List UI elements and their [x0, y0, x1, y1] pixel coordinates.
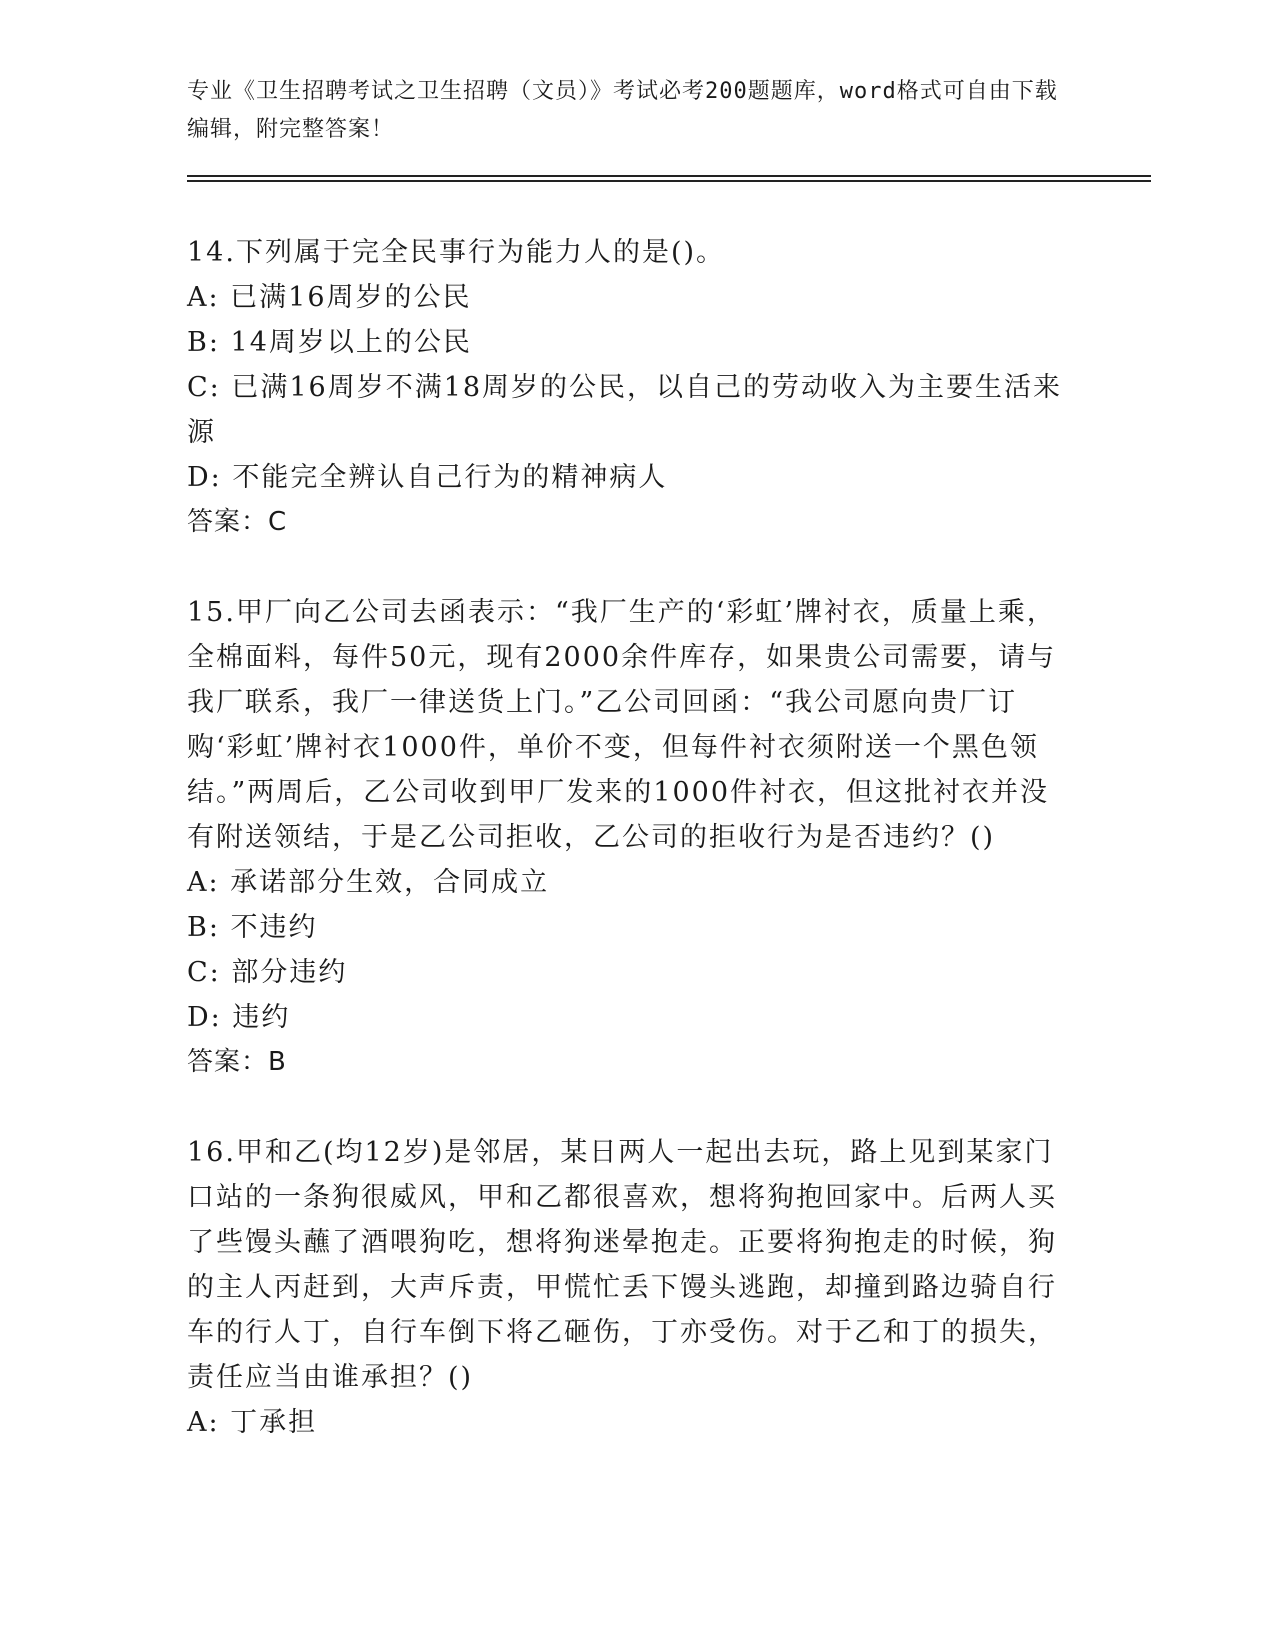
answer-label: 答案：B — [187, 1047, 287, 1077]
question-16 — [187, 1130, 1067, 1445]
question-text: 15.甲厂向乙公司去函表示：“我厂生产的‘彩虹’牌衬衣，质量上乘，全棉面料，每件50元，现有2000余件库存，如果贵公司需要，请与我厂联系，我厂一律送货上门。”乙公司回函：“我公司愿向贵厂订购‘彩虹’牌衬衣1000件，单价不变，但每件衬衣须附送一个黑色领结。”两周后，乙公司收到甲厂发来的1000件衬衣，但这批衬衣并没有附送领结，于是乙公司拒收，乙公司的拒收行为是否违约？() — [187, 597, 1057, 853]
option-b: B: 14周岁以上的公民 — [187, 327, 472, 358]
question-text: 16.甲和乙(均12岁)是邻居，某日两人一起出去玩，路上见到某家门口站的一条狗很威风，甲和乙都很喜欢，想将狗抱回家中。后两人买了些馒头蘸了酒喂狗吃，想将狗迷晕抱走。正要将狗抱走的时候，狗的主人丙赶到，大声斥责，甲慌忙丢下馒头逃跑，却撞到路边骑自行车的行人丁，自行车倒下将乙砸伤，丁亦受伤。对于乙和丁的损失，责任应当由谁承担？() — [187, 1137, 1057, 1393]
header-divider-top — [187, 175, 1151, 177]
option-d: D: 不能完全辨认自己行为的精神病人 — [187, 462, 668, 493]
option-a: A: 丁承担 — [187, 1407, 318, 1438]
option-a: A: 已满16周岁的公民 — [187, 282, 472, 313]
answer-label: 答案：C — [187, 507, 288, 537]
option-c: C: 部分违约 — [187, 957, 348, 988]
question-14 — [187, 230, 1067, 545]
option-c: C: 已满16周岁不满18周岁的公民，以自己的劳动收入为主要生活来源 — [187, 372, 1063, 448]
document-header: 专业《卫生招聘考试之卫生招聘（文员）》考试必考200题题库，word格式可自由下载编辑，附完整答案！ — [187, 79, 1058, 142]
question-15 — [187, 590, 1067, 1085]
option-d: D: 违约 — [187, 1002, 291, 1033]
question-text: 14.下列属于完全民事行为能力人的是()。 — [187, 237, 726, 268]
option-b: B: 不违约 — [187, 912, 318, 943]
question-spacer — [187, 545, 1067, 590]
option-a: A: 承诺部分生效，合同成立 — [187, 867, 550, 898]
question-list — [187, 230, 1067, 1445]
question-spacer — [187, 1085, 1067, 1130]
header-divider-bottom — [187, 180, 1151, 182]
